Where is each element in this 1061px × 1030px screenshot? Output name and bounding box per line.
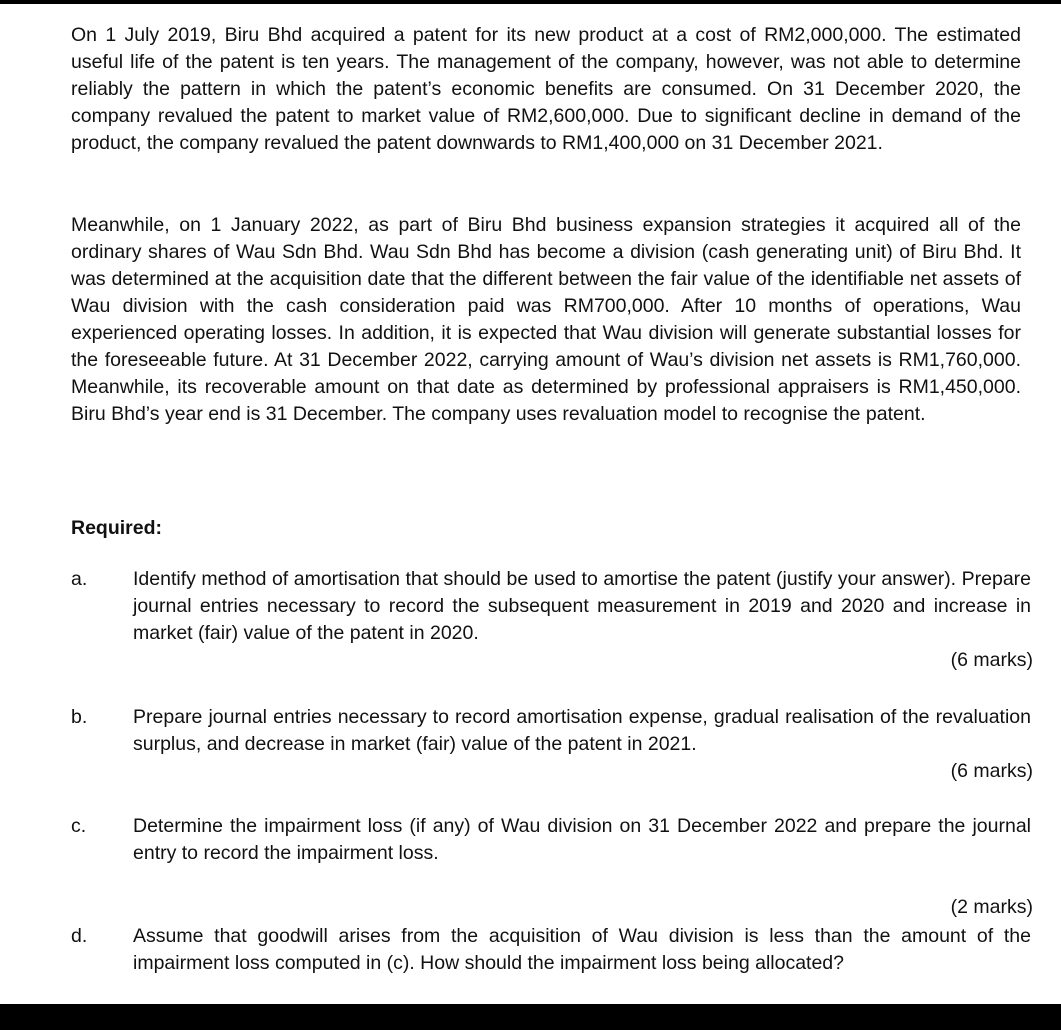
question-marks: (6 marks)	[950, 649, 1033, 671]
question-letter: d.	[71, 925, 88, 947]
required-heading: Required:	[71, 517, 163, 539]
question-marks: (6 marks)	[950, 760, 1033, 782]
intro-paragraph: On 1 July 2019, Biru Bhd acquired a patent for its new product at a cost of RM2,000,000. The estimated useful life of the patent is ten years. The management of the company, however, was not able to determine reliably the pattern in which the patent’s economic benefits are consumed. On 31 December 2020, the company revalued the patent to market value of RM2,600,000. Due to significant decline in demand of the product, the company revalued the patent downwards to RM1,400,000 on 31 December 2021.	[71, 24, 1021, 154]
wau-paragraph: Meanwhile, on 1 January 2022, as part of Biru Bhd business expansion strategies it acquired all of the ordinary shares of Wau Sdn Bhd. Wau Sdn Bhd has become a division (cash generating unit) of Biru Bhd. It was determined at the acquisition date that the different between the fair value of the identifiable net assets of Wau division with the cash consideration paid was RM700,000. After 10 months of operations, Wau experienced operating losses. In addition, it is expected that Wau division will generate substantial losses for the foreseeable future. At 31 December 2022, carrying amount of Wau’s division net assets is RM1,760,000. Meanwhile, its recoverable amount on that date as determined by professional appraisers is RM1,450,000. Biru Bhd’s year end is 31 December. The company uses revaluation model to recognise the patent.	[71, 214, 1021, 425]
question-letter: b.	[71, 706, 88, 728]
top-edge-bar	[0, 0, 1061, 4]
question-marks: (2 marks)	[950, 896, 1033, 918]
question-text: Prepare journal entries necessary to record amortisation expense, gradual realisation of the revaluation surplus, and decrease in market (fair) value of the patent in 2021.	[133, 706, 1031, 755]
question-letter: c.	[71, 815, 87, 837]
question-letter: a.	[71, 568, 88, 590]
question-text: Determine the impairment loss (if any) of Wau division on 31 December 2022 and prepare the journal entry to record the impairment loss.	[133, 815, 1031, 864]
bottom-edge-bar	[0, 1004, 1061, 1030]
question-text: Assume that goodwill arises from the acquisition of Wau division is less than the amount of the impairment loss computed in (c). How should the impairment loss being allocated?	[133, 925, 1031, 974]
question-text: Identify method of amortisation that should be used to amortise the patent (justify your answer). Prepare journal entries necessary to record the subsequent measurement in 2019 and 2020 and increase in market (fair) value of the patent in 2020.	[133, 568, 1031, 644]
